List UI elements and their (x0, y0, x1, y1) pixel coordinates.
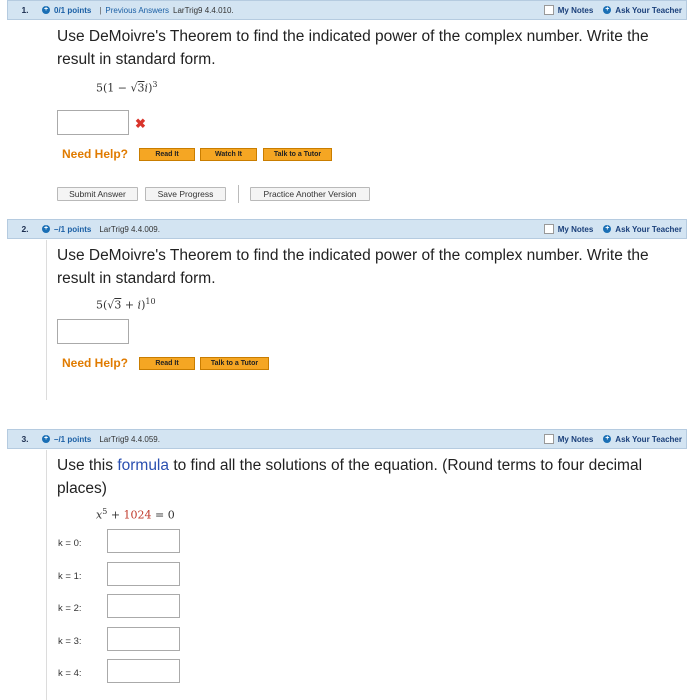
question-reference: LarTrig9 4.4.010. (173, 5, 234, 15)
k1-label: k = 1: (58, 571, 82, 582)
read-it-button[interactable]: Read It (139, 148, 195, 161)
talk-to-tutor-button[interactable]: Talk to a Tutor (263, 148, 332, 161)
answer-input[interactable] (57, 319, 129, 344)
expand-icon[interactable]: + (43, 6, 49, 13)
question-number: 3. (21, 434, 29, 444)
notes-checkbox-icon[interactable] (544, 224, 554, 234)
question-reference: LarTrig9 4.4.009. (99, 224, 160, 234)
question-3-equation: $x^5 + 1024 = 0$ (96, 507, 175, 522)
read-it-button[interactable]: Read It (139, 357, 195, 370)
question-2-rule (46, 240, 47, 400)
points-label: –/1 points (54, 434, 92, 444)
k2-answer-input[interactable] (107, 594, 180, 618)
ask-teacher-label: Ask Your Teacher (615, 434, 682, 444)
plus-icon: + (605, 6, 610, 13)
save-progress-button[interactable]: Save Progress (145, 187, 226, 201)
question-1-text: Use DeMoivre's Theorem to find the indicated power of the complex number. Write the result in standard form. (57, 28, 649, 68)
k3-label: k = 3: (58, 636, 82, 647)
my-notes-button[interactable] (544, 224, 594, 234)
ask-teacher-label: Ask Your Teacher (615, 5, 682, 15)
need-help-label: Need Help? (62, 147, 129, 161)
k2-label: k = 2: (58, 603, 82, 614)
question-1-expression: $5(1 - √3i)^3$ (96, 80, 158, 95)
points-label: 0/1 points (54, 5, 92, 15)
question-number: 1. (21, 5, 29, 15)
question-reference: LarTrig9 4.4.059. (99, 434, 160, 444)
previous-answers-link[interactable]: Previous Answers (105, 5, 170, 15)
my-notes-button[interactable] (544, 434, 594, 444)
my-notes-button[interactable] (544, 5, 594, 15)
question-2-header (7, 219, 687, 239)
question-2-text: Use DeMoivre's Theorem to find the indicated power of the complex number. Write the result in standard form. (57, 247, 649, 287)
divider (238, 185, 239, 203)
my-notes-label: My Notes (557, 434, 594, 444)
incorrect-x-icon: ✖ (135, 116, 146, 131)
ask-teacher-button[interactable] (603, 6, 682, 15)
need-help-label: Need Help? (62, 356, 129, 370)
watch-it-button[interactable]: Watch It (200, 148, 257, 161)
my-notes-label: My Notes (557, 5, 594, 15)
question-3-text: Use this formula to find all the solutions of the equation. (Round terms to four decimal places) (57, 457, 643, 497)
points-label: –/1 points (54, 224, 92, 234)
k4-label: k = 4: (58, 668, 82, 679)
question-number: 2. (21, 224, 29, 234)
my-notes-label: My Notes (557, 224, 594, 234)
ask-teacher-button[interactable] (603, 435, 682, 444)
separator: | (99, 5, 102, 15)
notes-checkbox-icon[interactable] (544, 434, 554, 444)
expand-icon[interactable]: + (43, 225, 49, 232)
question-3-rule (46, 450, 47, 700)
question-2-expression: $5(√3 + i)^{10}$ (96, 297, 156, 312)
k0-answer-input[interactable] (107, 529, 180, 553)
k1-answer-input[interactable] (107, 562, 180, 586)
ask-teacher-label: Ask Your Teacher (615, 224, 682, 234)
talk-to-tutor-button[interactable]: Talk to a Tutor (200, 357, 269, 370)
question-1-header (7, 0, 687, 20)
k3-answer-input[interactable] (107, 627, 180, 651)
notes-checkbox-icon[interactable] (544, 5, 554, 15)
question-3-header (7, 429, 687, 449)
k0-label: k = 0: (58, 538, 82, 549)
formula-link[interactable]: formula (117, 457, 169, 474)
expand-icon[interactable]: + (43, 435, 49, 442)
practice-another-version-button[interactable]: Practice Another Version (250, 187, 370, 201)
answer-input[interactable] (57, 110, 129, 135)
plus-icon: + (605, 435, 610, 442)
k4-answer-input[interactable] (107, 659, 180, 683)
submit-answer-button[interactable]: Submit Answer (57, 187, 138, 201)
ask-teacher-button[interactable] (603, 225, 682, 234)
plus-icon: + (605, 225, 610, 232)
